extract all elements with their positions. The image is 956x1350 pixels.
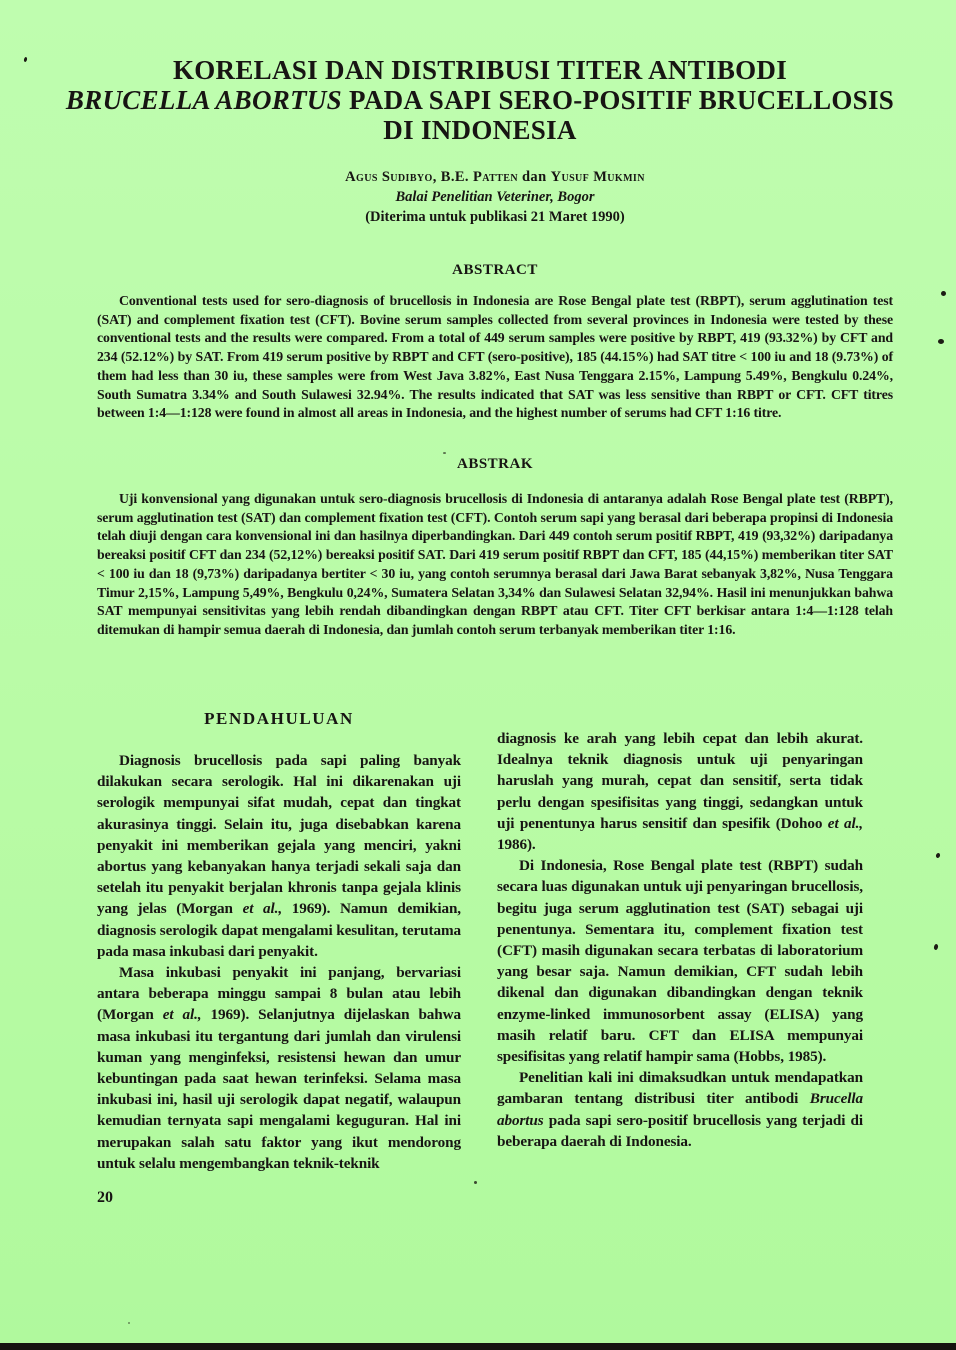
introduction-left-column: [97, 709, 461, 1174]
scan-speck: [935, 852, 940, 858]
intro-paragraph: Di Indonesia, Rose Bengal plate test (RBPT) sudah secara luas digunakan untuk uji penyaringan brucellosis, begitu juga serum agglutination test (SAT) sebagai uji penentunya. Sementara itu, complement fixation test (CFT) masih digunakan secara terbatas di laboratorium yang besar saja. Namun demikian, CFT sudah lebih dikenal dan digunakan dibandingkan dengan teknik enzyme-linked immunosorbent assay (ELISA) yang masih relatif baru. CFT dan ELISA mempunyai spesifisitas yang relatif hampir sama (Hobbs, 1985).: [497, 857, 863, 1066]
byline: [97, 169, 893, 226]
scan-speck: [938, 339, 944, 344]
scan-speck: [933, 944, 938, 951]
received-date-line: (Diterima untuk publikasi 21 Maret 1990): [365, 209, 625, 225]
abstract-body: Conventional tests used for sero-diagnosis of brucellosis in Indonesia are Rose Bengal plate test (RBPT), serum agglutination test (SAT) and complement fixation test (CFT). Bovine serum samples collected from several provinces in Indonesia were tested by these conventional tests and the results were compared. From a total of 449 serum samples were positive by RBPT, 419 (93.32%) by CFT and 234 (52.12%) by SAT. From 419 serum positive by RBPT and CFT (sero-positive), 185 (44.15%) had SAT titre < 100 iu and 18 (9.73%) of them had less than 30 iu, these samples were from West Java 3.82%, East Nusa Tenggara 2.15%, Lampung 5.49%, Bengkulu 0.24%, South Sumatra 3.34% and South Sulawesi 32.94%. The results indicated that SAT was less sensitive than RBPT or CFT. CFT titres between 1:4—1:128 were found in almost all areas in Indonesia, and the highest number of serums had CFT 1:16 titre.: [97, 293, 893, 421]
scan-edge-band: [0, 1343, 956, 1350]
title-line-1: KORELASI DAN DISTRIBUSI TITER ANTIBODI: [172, 55, 788, 85]
intro-paragraph: diagnosis ke arah yang lebih cepat dan lebih akurat. Idealnya teknik diagnosis untuk uji penyaringan haruslah yang murah, cepat dan sensitif, serta tidak perlu dengan spesifisitas yang tinggi, sedangkan untuk uji penentunya harus sensitif dan spesifik (Dohoo et al., 1986).: [497, 730, 863, 854]
authors-line: Agus Sudibyo, B.E. Patten dan Yusuf Mukmin: [345, 169, 645, 185]
scan-speck: [23, 57, 27, 63]
affiliation-line: Balai Penelitian Veteriner, Bogor: [395, 189, 595, 205]
abstrak-body: Uji konvensional yang digunakan untuk sero-diagnosis brucellosis di Indonesia di antaranya adalah Rose Bengal plate test (RBPT), serum agglutination test (SAT) dan complement fixation test (CFT). Contoh serum sapi yang berasal dari beberapa propinsi di Indonesia telah diuji dengan cara konvensional ini dan hasilnya diperbandingkan. Dari 449 contoh serum positif RBPT, 419 (93,32%) daripadanya bereaksi positif CFT dan 234 (52,12%) bereaksi positif SAT. Dari 419 serum positif RBPT dan CFT, 185 (44,15%) memberikan titer SAT < 100 iu dan 18 (9,73%) daripadanya bertiter < 30 iu, yang contoh serumnya berasal dari Jawa Barat sebanyak 3,82%, Nusa Tenggara Timur 2,15%, Lampung 5,49%, Bengkulu 0,24%, Sumatera Selatan 3,34% dan Sulawesi Selatan 32,94%. Hasil ini menunjukkan bahwa SAT mempunyai sensitivitas yang lebih rendah dibandingkan dengan RBPT atau CFT. Titer CFT berkisar antara 1:4—1:128 telah ditemukan di hampir semua daerah di Indonesia, dan jumlah contoh serum terbanyak memberikan titer 1:16.: [97, 491, 893, 637]
article-title: [58, 55, 902, 145]
introduction-heading: PENDAHULUAN: [204, 709, 354, 728]
scan-speck: [128, 1322, 130, 1324]
title-line-3: DI INDONESIA: [383, 115, 577, 145]
abstract-heading: ABSTRACT: [452, 262, 538, 278]
abstrak-heading: ABSTRAK: [456, 456, 534, 472]
scan-speck: [941, 291, 946, 296]
intro-paragraph: Masa inkubasi penyakit ini panjang, bervariasi antara beberapa minggu sampai 8 bulan atau lebih (Morgan et al., 1969). Selanjutnya dijelaskan bahwa masa inkubasi itu tergantung dari jumlah dan virulensi kuman yang menginfeksi, resistensi hewan dan umur kebuntingan pada saat hewan terinfeksi. Selama masa inkubasi ini, hasil uji serologik dapat negatif, walaupun kemudian ternyata sapi mengalami keguguran. Hal ini merupakan salah satu faktor yang ikut mendorong untuk selalu mengembangkan teknik-teknik: [97, 964, 462, 1172]
intro-paragraph: Diagnosis brucellosis pada sapi paling banyak dilakukan secara serologik. Hal ini dikarenakan uji serologik mempunyai sifat mudah, cepat dan tingkat akurasinya tinggi. Selain itu, juga disebabkan karena penyakit ini memberikan gejala yang menciri, yakni abortus yang kebanyakan hanya terjadi sekali saja dan setelah itu penyakit berjalan khronis tanpa gejala klinis yang jelas (Morgan et al., 1969). Namun demikian, diagnosis serologik dapat mengalami kesulitan, terutama pada masa inkubasi dari penyakit.: [97, 752, 462, 960]
scan-speck: [474, 1181, 477, 1184]
scan-speck: [443, 452, 446, 454]
intro-paragraph: Penelitian kali ini dimaksudkan untuk mendapatkan gambaran tentang distribusi titer antibodi Brucella abortus pada sapi sero-positif brucellosis yang terjadi di beberapa daerah di Indonesia.: [497, 1069, 863, 1150]
page-number: 20: [97, 1189, 113, 1206]
introduction-right-column: [497, 728, 863, 1152]
title-line-2: BRUCELLA ABORTUS PADA SAPI SERO-POSITIF BRUCELLOSIS: [65, 85, 895, 115]
